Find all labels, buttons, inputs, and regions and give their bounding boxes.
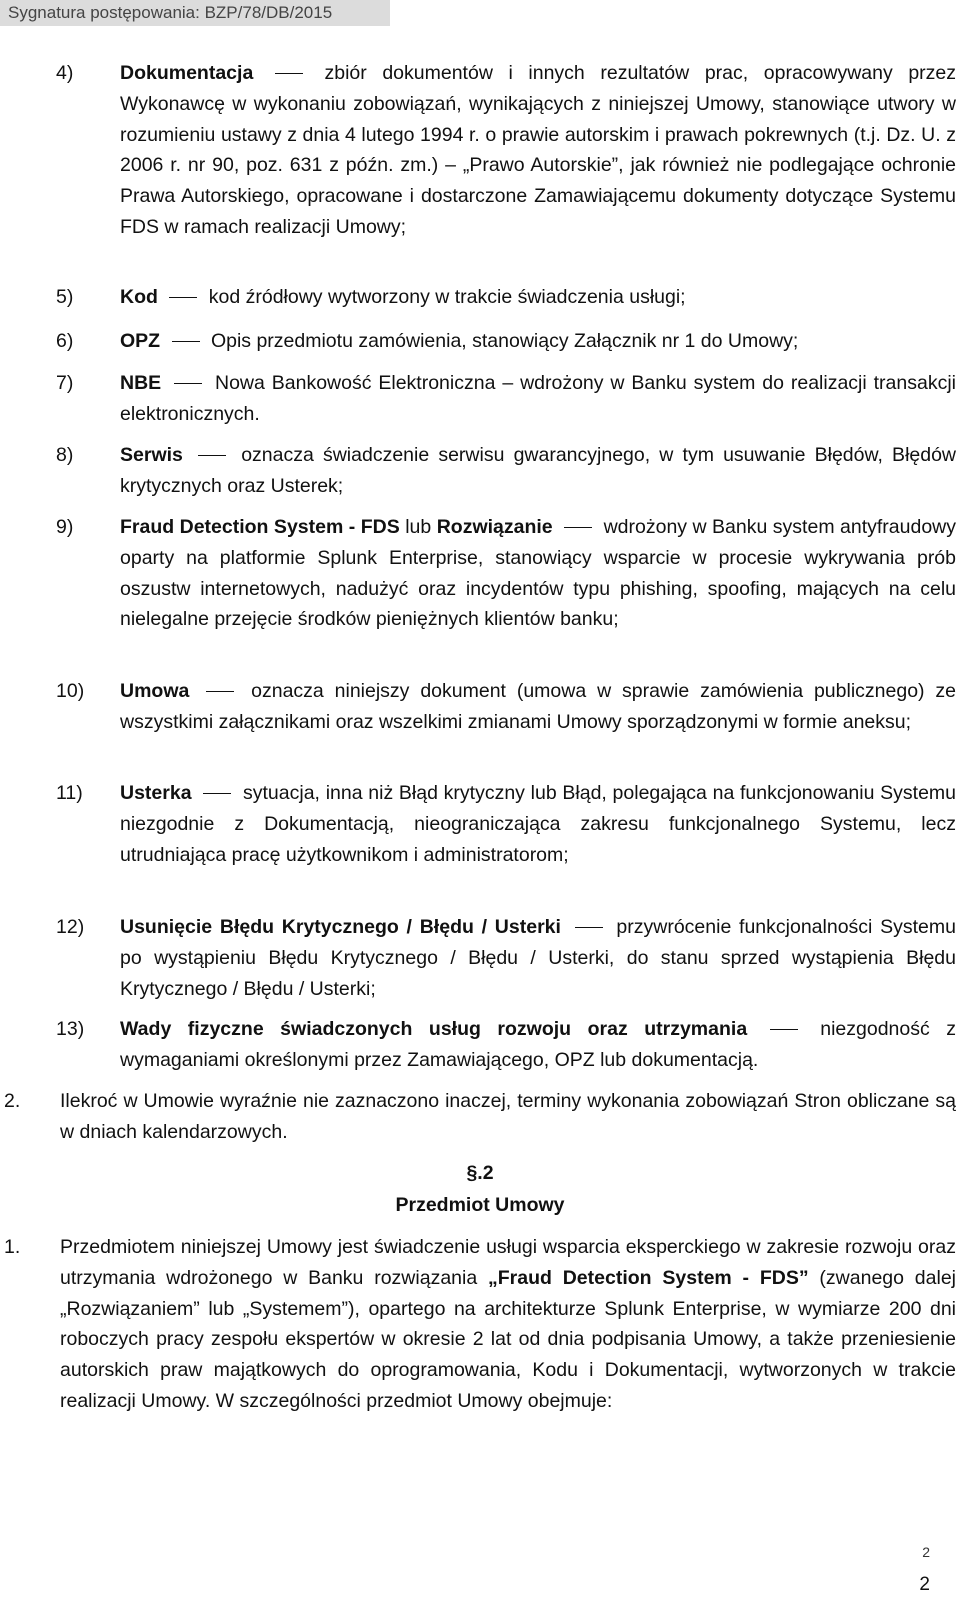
item-number: 5) [56,286,74,308]
item-number: 11) [56,782,83,804]
dash [575,927,603,928]
item-description: zbiór dokumentów i innych rezultatów prac, opracowywany przez Wykonawcę w wykonaniu zobowiązań, wynikających z niniejszej Umowy, stanowiące utwory w rozumieniu ustawy z dnia 4 lutego 1994 r. o prawie autorskim i prawach pokrewnych (t.j. Dz. U. z 2006 r. nr 90, poz. 631 z późn. zm.) – „Prawo Autorskie”, jak również nie podlegające ochronie Prawa Autorskiego, opracowane i dostarczone Zamawiającemu dokumenty dotyczące Systemu FDS w ramach realizacji Umowy; [120,62,957,238]
item-term: Fraud Detection System - FDS [120,516,400,538]
item-connector: lub [405,516,432,538]
item-description: sytuacja, inna niż Błąd krytyczny lub Błąd, polegająca na funkcjonowaniu Systemu niezgodnie z Dokumentacją, nieograniczająca zakresu funkcjonalnego Systemu, lecz utrudniająca pracę użytkownikom i administratorom; [120,782,957,866]
item-term-alt: Rozwiązanie [436,516,553,538]
item-number: 10) [56,680,85,702]
item-text [120,326,956,357]
item-description: niezgodność z wymaganiami określonymi przez Zamawiającego, OPZ lub dokumentacją. [120,1018,957,1071]
item-text [120,912,956,1004]
paragraph-number: 1. [4,1236,21,1258]
item-number: 13) [56,1018,85,1040]
item-term: Usunięcie Błędu Krytycznego / Błędu / Usterki [120,916,561,938]
dash [198,455,226,456]
section-mark: §.2 [466,1162,494,1184]
item-text [120,1014,956,1076]
item-term: Wady fizyczne świadczonych usług rozwoju oraz utrzymania [120,1018,748,1040]
item-term: Kod [120,286,158,308]
item-number: 6) [56,330,74,352]
dash [206,691,234,692]
item-number: 12) [56,916,85,938]
item-term: Umowa [120,680,190,702]
item-term: Serwis [120,444,183,466]
item-description: kod źródłowy wytworzony w trakcie świadczenia usługi; [208,286,686,308]
dash [770,1029,798,1030]
paragraph-text-b: (zwanego dalej „Rozwiązaniem” lub „Systemem”), opartego na architekturze Splunk Enterprise, w wymiarze 200 dni roboczych pracy zespołu ekspertów w okresie 2 lat od dnia podpisania Umowy, a także przeniesienie autorskich praw majątkowych do oprogramowania, Kodu i Dokumentacji, wytworzonych w trakcie realizacji Umowy. W szczególności przedmiot Umowy obejmuje: [60,1266,956,1412]
dash [169,297,197,298]
dash [172,341,200,342]
item-text [120,778,956,870]
item-term: Usterka [120,782,192,804]
paragraph-text-a: Przedmiotem niniejszej Umowy jest świadczenie usługi wsparcia eksperckiego w zakresie rozwoju oraz utrzymania wdrożonego w Banku rozwiązania [60,1236,956,1289]
item-text [120,676,956,738]
item-description: Nowa Bankowość Elektroniczna – wdrożony w Banku system do realizacji transakcji elektronicznych. [120,372,956,425]
item-description: Opis przedmiotu zamówienia, stanowiący Załącznik nr 1 do Umowy; [210,330,799,352]
item-text [120,58,956,243]
item-text [120,512,956,635]
dash [203,793,231,794]
item-text [120,282,956,313]
item-number: 8) [56,444,74,466]
item-number: 4) [56,62,74,84]
paragraph-text [60,1232,956,1417]
paragraph-text: Ilekroć w Umowie wyraźnie nie zaznaczono inaczej, terminy wykonania zobowiązań Stron obliczane są w dniach kalendarzowych. [60,1090,956,1143]
item-description: przywrócenie funkcjonalności Systemu po wystąpieniu Błędu Krytycznego / Błędu / Usterki, do stanu sprzed wystąpienia Błędu Krytycznego / Błędu / Usterki; [120,916,956,1000]
item-term: OPZ [120,330,161,352]
page-number: 2 [919,1574,930,1595]
item-description: wdrożony w Banku system antyfraudowy oparty na platformie Splunk Enterprise, stanowiący wsparcie w procesie wykrywania prób oszustw internetowych, nadużyć oraz incydentów typu phishing, spoofing, mających na celu nielegalne przejęcie środków pieniężnych klientów banku; [120,516,957,631]
page-number-small: 2 [922,1544,930,1560]
item-number: 9) [56,516,74,538]
dash [275,73,303,74]
signature-text: Sygnatura postępowania: BZP/78/DB/2015 [8,3,333,22]
item-description: oznacza niniejszy dokument (umowa w sprawie zamówienia publicznego) ze wszystkimi załącznikami oraz wszelkimi zmianami Umowy sporządzonymi w formie aneksu; [120,680,957,733]
item-term: NBE [120,372,162,394]
paragraph-number: 2. [4,1090,21,1112]
section-title: Przedmiot Umowy [395,1194,565,1216]
dash [174,383,202,384]
document-signature-header [0,0,390,26]
paragraph-text-bold: „Fraud Detection System - FDS” [488,1266,809,1289]
item-description: oznacza świadczenie serwisu gwarancyjnego, w tym usuwanie Błędów, Błędów krytycznych oraz Usterek; [120,444,957,497]
item-text [120,440,956,502]
item-text [120,368,956,430]
item-number: 7) [56,372,74,394]
dash [564,527,592,528]
item-term: Dokumentacja [120,62,254,84]
